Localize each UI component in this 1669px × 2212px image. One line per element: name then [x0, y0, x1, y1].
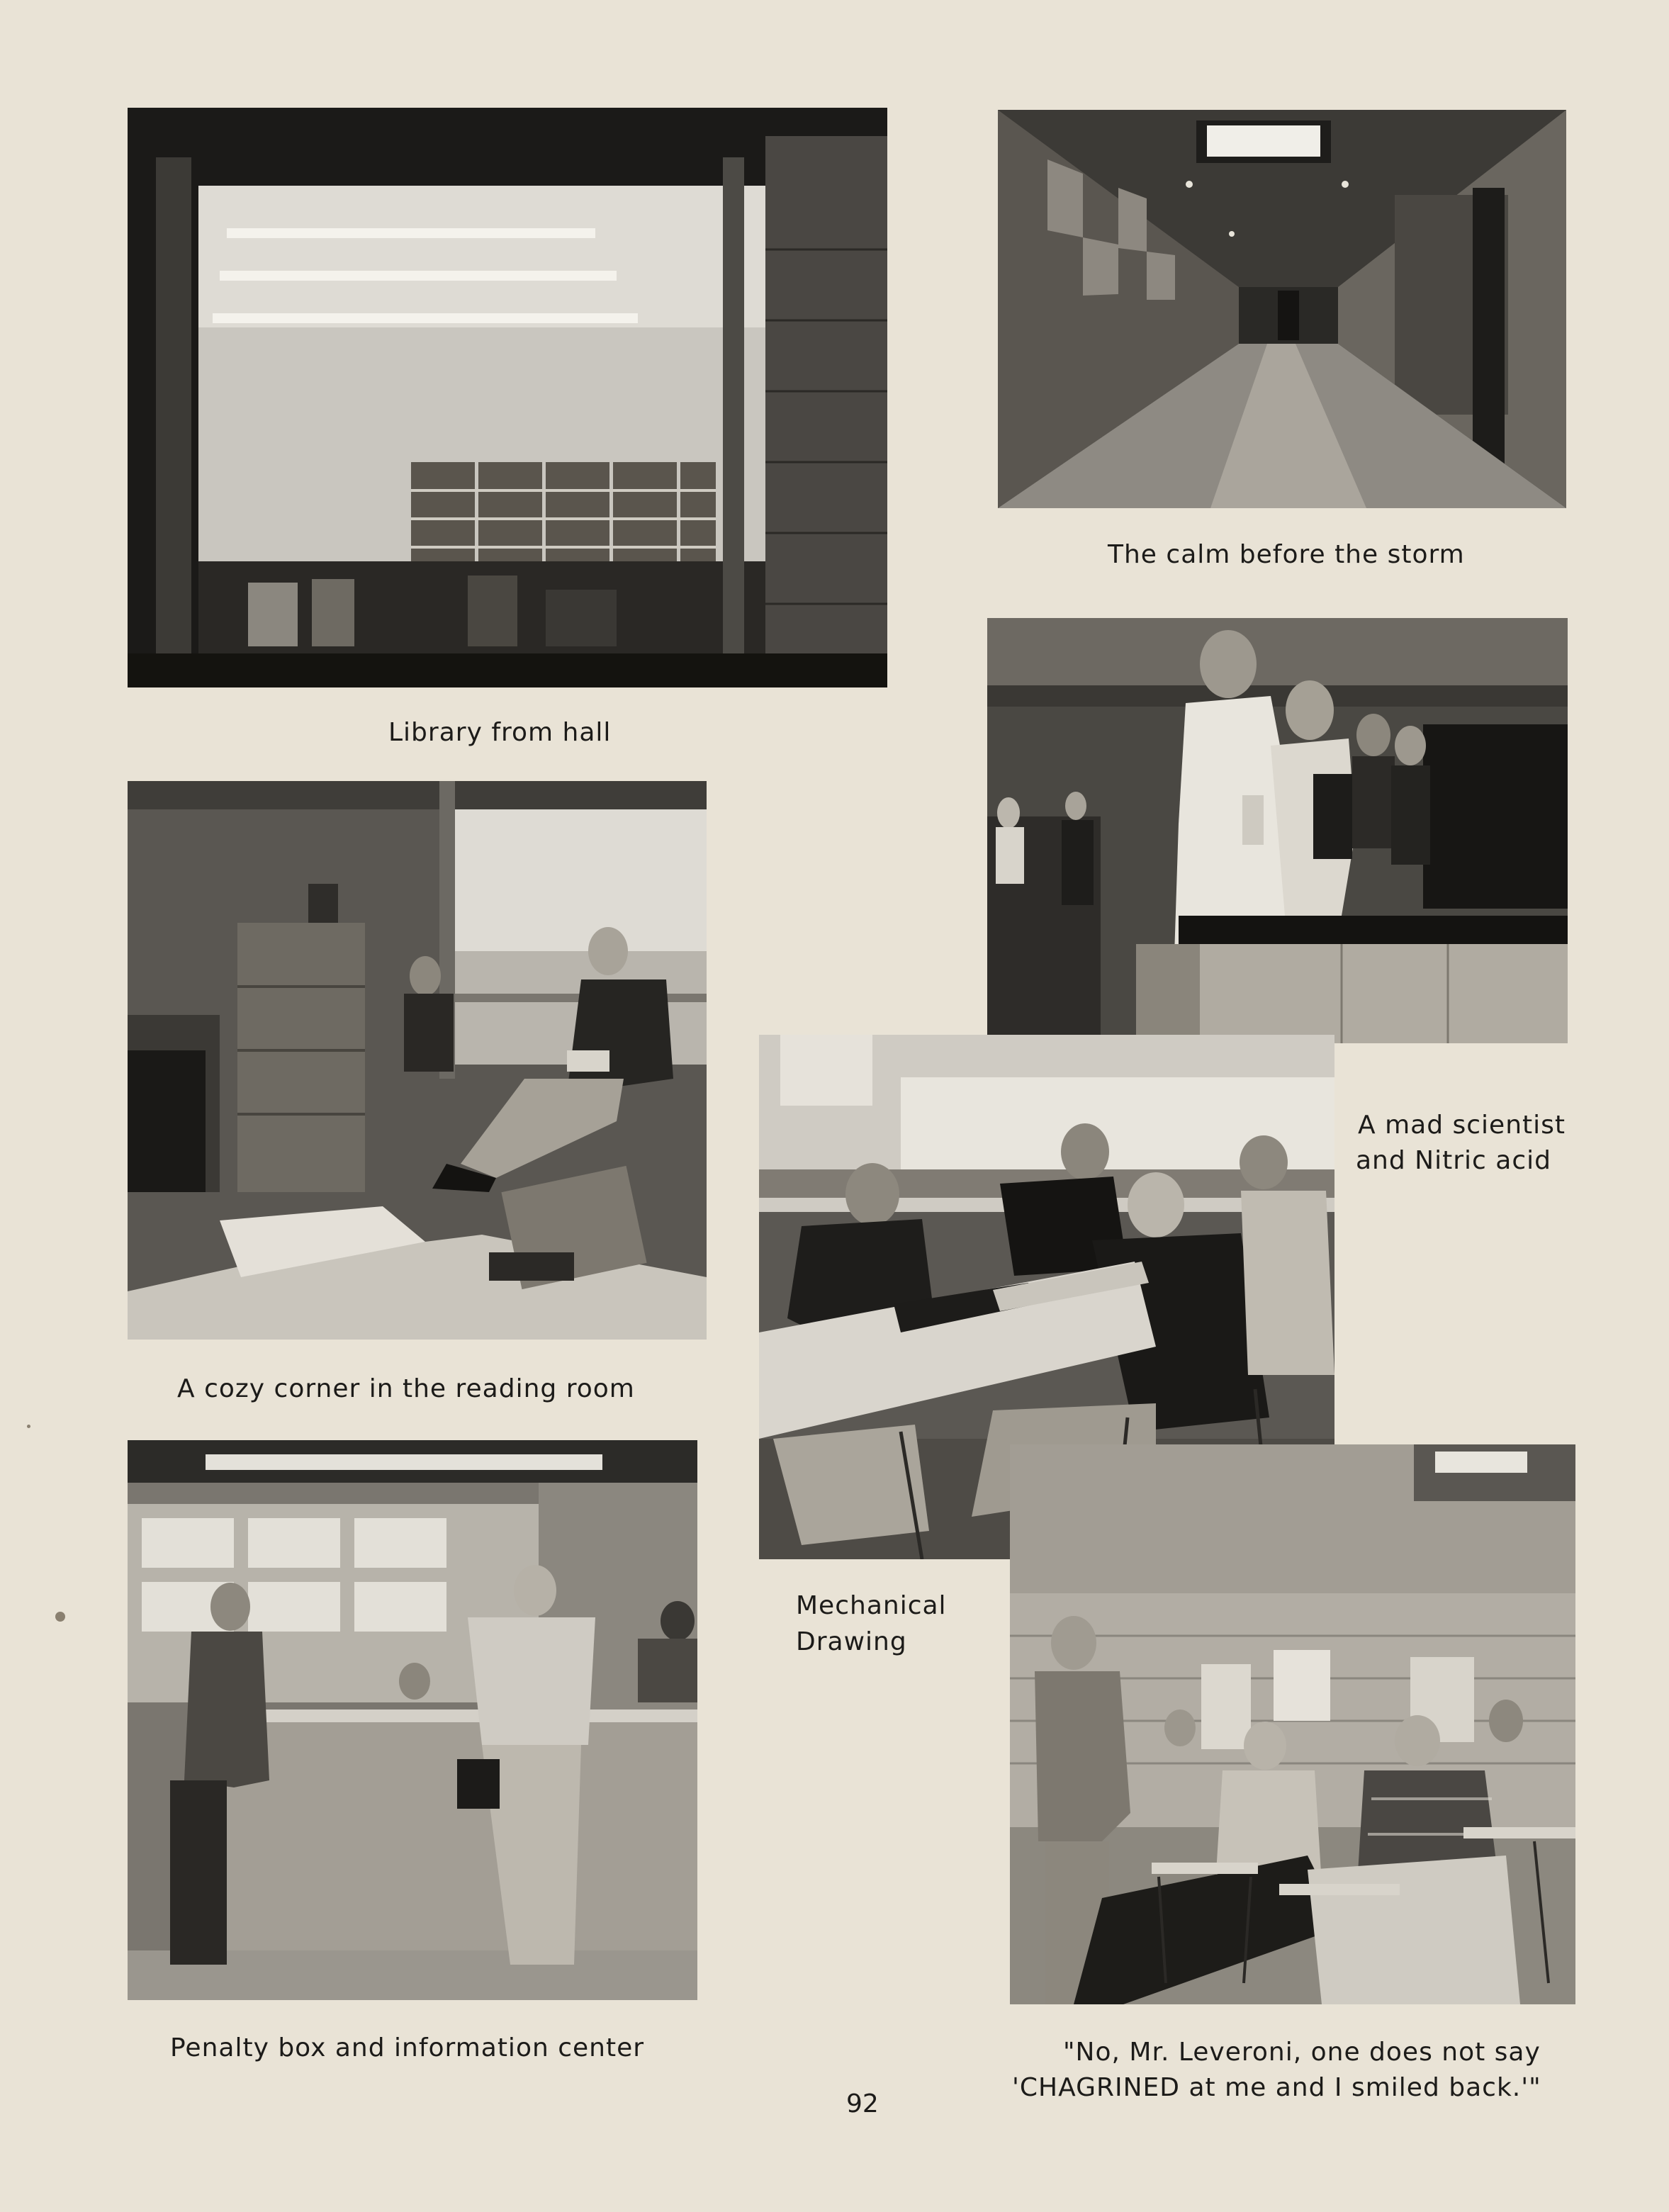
reading-room-photo [128, 781, 707, 1340]
office-photo [128, 1440, 697, 2000]
drawing-caption-line1: Mechanical [796, 1591, 947, 1620]
chemistry-caption-line1: A mad scientist [1358, 1111, 1566, 1140]
paper-speck [27, 1425, 30, 1428]
office-caption: Penalty box and information center [170, 2033, 645, 2062]
paper-speck [55, 1612, 65, 1622]
library-caption: Library from hall [388, 718, 612, 747]
classroom-caption-line1: "No, Mr. Leveroni, one does not say [1063, 2038, 1541, 2067]
hallway-photo [998, 110, 1566, 508]
page-number: 92 [846, 2089, 879, 2118]
chemistry-photo [987, 618, 1568, 1043]
hallway-caption: The calm before the storm [1108, 540, 1465, 569]
library-photo [128, 108, 887, 687]
drawing-caption-line2: Drawing [796, 1627, 907, 1656]
reading-room-caption: A cozy corner in the reading room [177, 1374, 635, 1403]
classroom-photo [1010, 1444, 1575, 2004]
classroom-caption-line2: 'CHAGRINED at me and I smiled back.'" [1012, 2073, 1541, 2102]
chemistry-caption-line2: and Nitric acid [1356, 1146, 1551, 1175]
